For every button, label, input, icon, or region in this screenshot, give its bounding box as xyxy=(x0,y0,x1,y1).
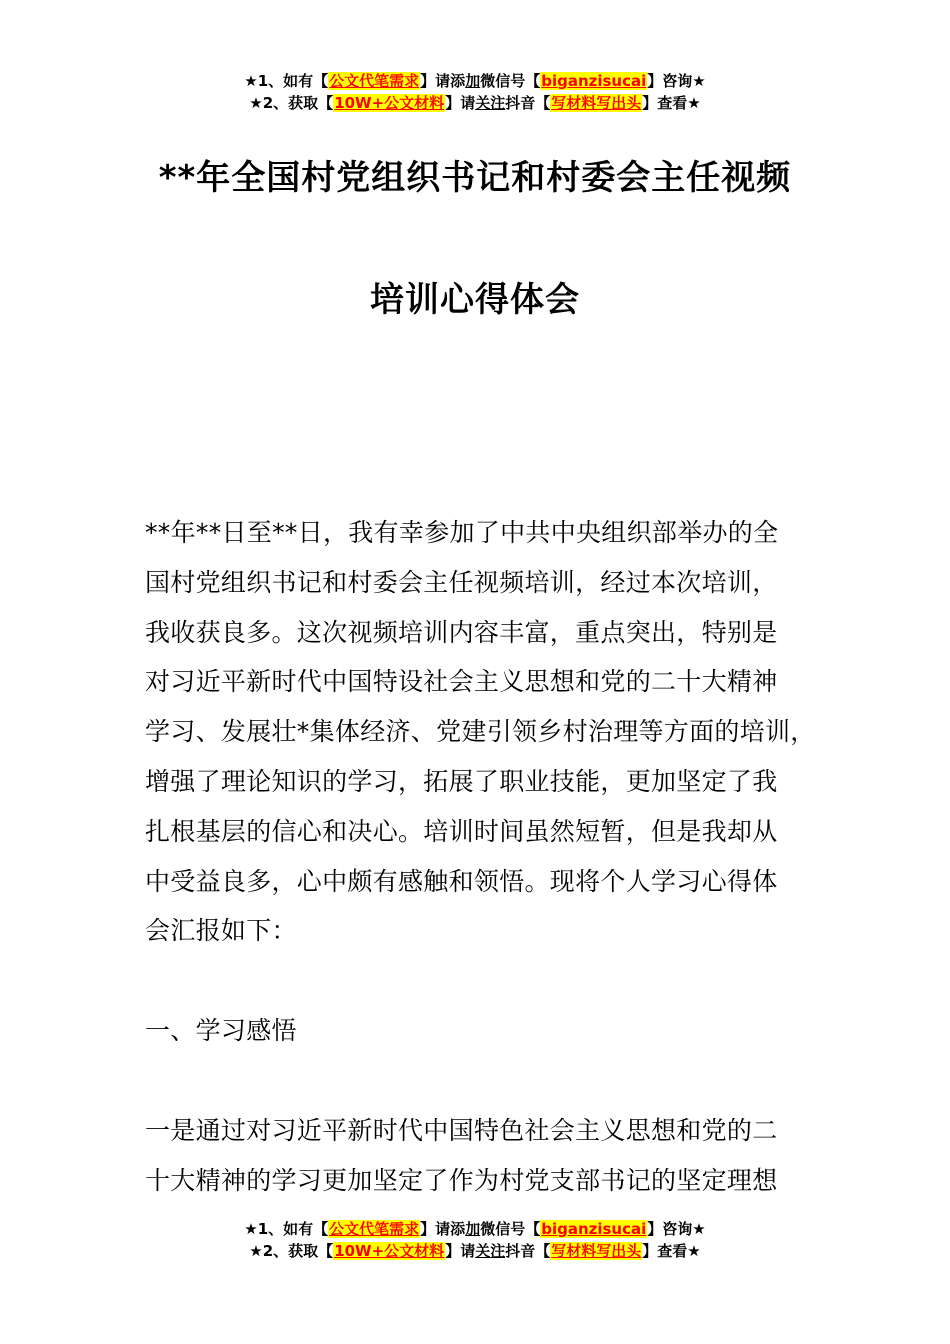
document-title-line-1: **年全国村党组织书记和村委会主任视频 xyxy=(158,158,792,198)
promo-text: 】咨询★ xyxy=(647,1220,706,1238)
text-line: 一是通过对习近平新时代中国特色社会主义思想和党的二 xyxy=(145,1116,778,1145)
text-line: 国村党组织书记和村委会主任视频培训，经过本次培训， xyxy=(145,567,778,597)
section-heading: 一、学习感悟 xyxy=(145,1016,297,1045)
promo-text: 微信号【 xyxy=(480,1220,541,1238)
promo-highlight-wechat-id: biganzisucai xyxy=(541,1220,647,1238)
promo-highlight-materials: 10W+公文材料 xyxy=(334,94,445,112)
promo-text: 】咨询★ xyxy=(647,72,706,90)
promo-highlight-materials: 10W+公文材料 xyxy=(334,1242,445,1260)
promo-text: ★1、如有【 xyxy=(244,72,329,90)
document-title-line-2: 培训心得体会 xyxy=(370,280,580,320)
text-line: 对习近平新时代中国特设社会主义思想和党的二十大精神 xyxy=(145,667,778,697)
promo-line-1 xyxy=(0,70,950,92)
intro-paragraph xyxy=(145,508,825,956)
promo-text: 】请 xyxy=(445,94,476,112)
promo-text: 抖音【 xyxy=(505,94,551,112)
promo-banner-top xyxy=(0,70,950,114)
promo-text: 】请添 xyxy=(420,72,466,90)
promo-line-2 xyxy=(0,92,950,114)
promo-text: 】请 xyxy=(445,1242,476,1260)
promo-text: ★1、如有【 xyxy=(244,1220,329,1238)
promo-text: 抖音【 xyxy=(505,1242,551,1260)
text-line: 中受益良多，心中颇有感触和领悟。现将个人学习心得体 xyxy=(145,866,778,896)
promo-line-2 xyxy=(0,1240,950,1262)
text-line: 我收获良多。这次视频培训内容丰富，重点突出，特别是 xyxy=(145,617,778,647)
promo-banner-bottom xyxy=(0,1218,950,1262)
promo-text: ★2、获取【 xyxy=(249,1242,334,1260)
text-line: **年**日至**日，我有幸参加了中共中央组织部举办的全 xyxy=(145,518,779,547)
text-line: 学习、发展壮*集体经济、党建引领乡村治理等方面的培训， xyxy=(145,717,816,747)
promo-highlight-wechat-id: biganzisucai xyxy=(541,72,647,90)
promo-text: 微信号【 xyxy=(480,72,541,90)
text-line: 增强了理论知识的学习，拓展了职业技能，更加坚定了我 xyxy=(145,766,778,796)
promo-underlined-text: 关注 xyxy=(475,1242,506,1260)
promo-highlight-service: 公文代笔需求 xyxy=(329,1220,420,1238)
text-line: 会汇报如下： xyxy=(145,916,297,946)
promo-underlined-text: 加 xyxy=(465,72,481,90)
text-line: 扎根基层的信心和决心。培训时间虽然短暂，但是我却从 xyxy=(145,816,778,846)
promo-highlight-douyin: 写材料写出头 xyxy=(551,1242,642,1260)
promo-line-1 xyxy=(0,1218,950,1240)
promo-underlined-text: 关注 xyxy=(475,94,506,112)
promo-highlight-douyin: 写材料写出头 xyxy=(551,94,642,112)
promo-text: 】查看★ xyxy=(642,1242,701,1260)
promo-highlight-service: 公文代笔需求 xyxy=(329,72,420,90)
promo-text: 】查看★ xyxy=(642,94,701,112)
section-paragraph xyxy=(145,1106,825,1206)
promo-text: ★2、获取【 xyxy=(249,94,334,112)
promo-underlined-text: 加 xyxy=(465,1220,481,1238)
promo-text: 】请添 xyxy=(420,1220,466,1238)
text-line: 十大精神的学习更加坚定了作为村党支部书记的坚定理想 xyxy=(145,1165,778,1195)
